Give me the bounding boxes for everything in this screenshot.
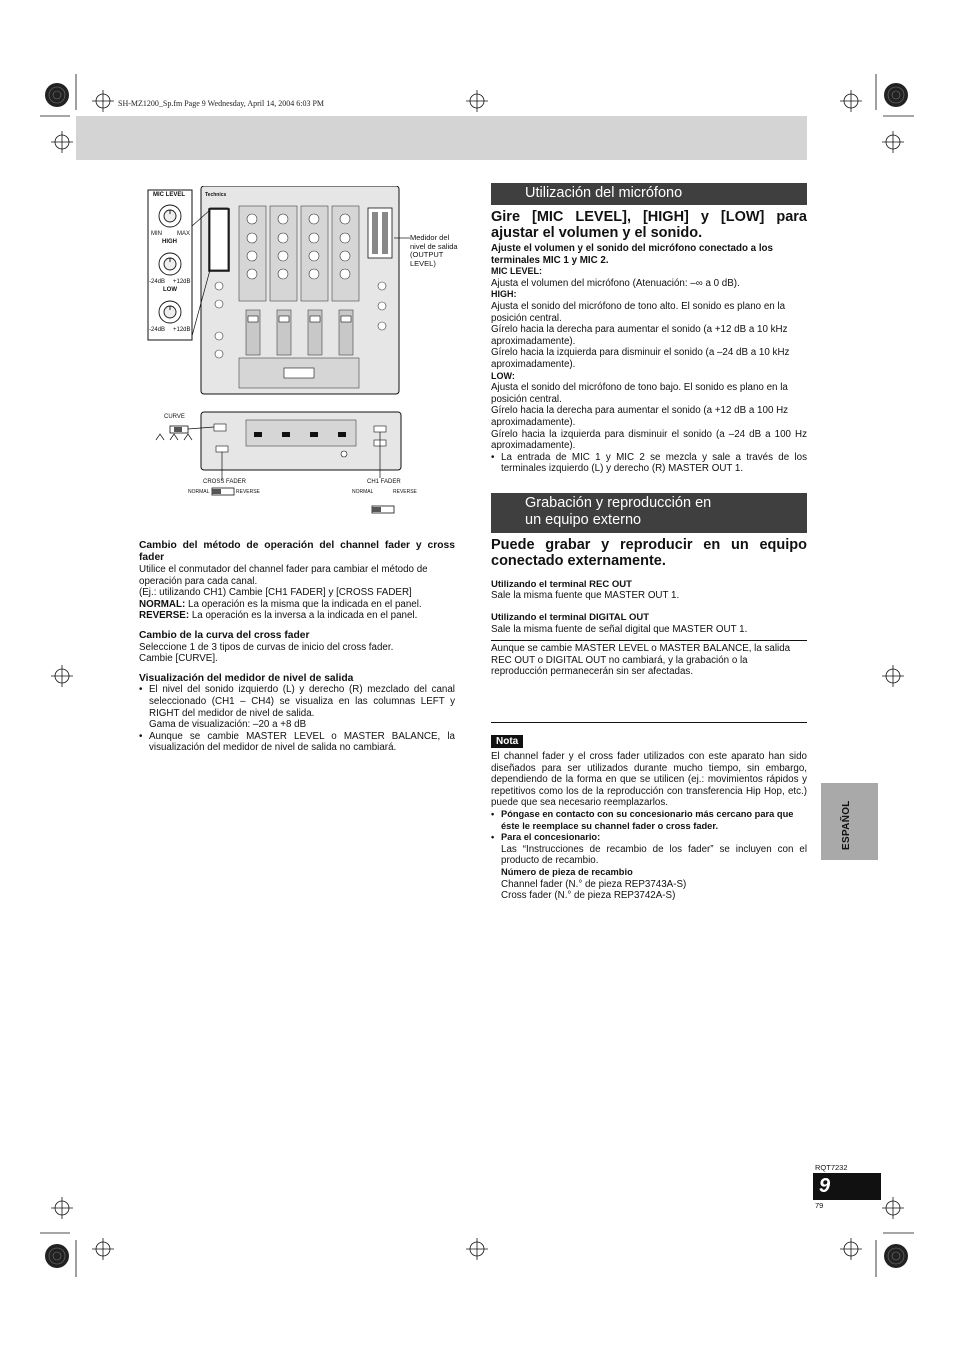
reverse-label-2: REVERSE xyxy=(393,489,417,495)
document-code: RQT7232 xyxy=(815,1163,848,1172)
mixer-panel-drawing xyxy=(146,186,466,396)
reverse-line xyxy=(139,610,455,622)
vis-bullet-1: • El nivel del sonido izquierdo (L) y derecho (R) mezclado del canal seleccionado (CH1 – CH4) se visualiza en las columnas LEFT y RIGHT del medidor de nivel de salida. xyxy=(139,684,455,719)
low-term: LOW: xyxy=(491,370,515,381)
ch1-fader-label: CH1 FADER xyxy=(367,479,401,485)
low-text-3: Gírelo hacia la izquierda para disminuir el sonido (a –24 dB a 100 Hz aproximadamente). xyxy=(491,428,807,452)
language-label: ESPAÑOL xyxy=(841,800,852,850)
vis-title: Visualización del medidor de nivel de salida xyxy=(139,672,354,684)
cambio-title: Cambio del método de operación del channel fader y cross fader xyxy=(139,540,455,563)
high-text-1: Ajusta el sonido del micrófono de tono alto. El sonido es plano en la posición central. xyxy=(491,300,786,324)
high-text-2: Gírelo hacia la derecha para aumentar el sonido (a +12 dB a 10 kHz aproximadamente). xyxy=(491,324,788,347)
mic-level-label: MIC LEVEL xyxy=(153,192,186,198)
normal-label-2: NORMAL xyxy=(352,489,374,495)
high-min-label: -24dB xyxy=(149,279,166,285)
divider-2 xyxy=(491,722,807,723)
min-label: MIN xyxy=(151,231,162,237)
low-text-2: Gírelo hacia la derecha para aumentar el sonido (a +12 dB a 100 Hz aproximadamente). xyxy=(491,405,789,428)
normal-line xyxy=(139,599,455,611)
vis-bullet-2: • Aunque se cambie MASTER LEVEL o MASTER BALANCE, la visualización del medidor de nivel de salida no cambiará. xyxy=(139,731,455,754)
page-number: 9 xyxy=(813,1173,881,1200)
high-label: HIGH xyxy=(162,239,177,245)
right-column xyxy=(491,183,807,902)
curva-line2: Cambie [CURVE]. xyxy=(139,653,218,665)
mixer-top-figure xyxy=(146,186,466,396)
part-channel-fader: Channel fader (N.° de pieza REP3743A-S) xyxy=(501,878,687,890)
section-mic-title: Utilización del micrófono xyxy=(491,183,807,205)
part-title: Número de pieza de recambio xyxy=(501,866,633,877)
low-label: LOW xyxy=(163,287,177,293)
section-rec-title-line2: un equipo externo xyxy=(525,511,642,528)
cross-fader-label: CROSS FADER xyxy=(203,479,247,485)
curva-title: Cambio de la curva del cross fader xyxy=(139,629,310,641)
language-tab xyxy=(821,783,878,860)
meter-caption: Medidor del nivel de salida (OUTPUT LEVEL) xyxy=(410,233,458,268)
rec-out-text: Sale la misma fuente que MASTER OUT 1. xyxy=(491,590,680,602)
high-term: HIGH: xyxy=(491,289,517,300)
divider-1 xyxy=(491,640,807,641)
nota-badge: Nota xyxy=(491,735,523,748)
nota-bullet-2: • Para el concesionario: xyxy=(491,832,807,844)
cambio-body: Utilice el conmutador del channel fader para cambiar el método de operación para cada canal. xyxy=(139,564,428,587)
digital-out-title: Utilizando el terminal DIGITAL OUT xyxy=(491,612,649,624)
rec-out-title: Utilizando el terminal REC OUT xyxy=(491,578,632,590)
max-label: MAX xyxy=(177,231,191,237)
sub-page-number: 79 xyxy=(815,1201,824,1210)
left-column xyxy=(139,540,455,754)
reverse-term: REVERSE: xyxy=(139,610,190,622)
rec-heading: Puede grabar y reproducir en un equipo conectado externamente. xyxy=(491,536,807,569)
cambio-example: (Ej.: utilizando CH1) Cambie [CH1 FADER] y [CROSS FADER] xyxy=(139,587,412,599)
mixer-front-figure xyxy=(146,410,416,520)
nota-bullet-1: • Póngase en contacto con su concesionario más cercano para que éste le reemplace su channel fader o cross fader. xyxy=(491,809,807,832)
high-max-label: +12dB xyxy=(173,279,191,285)
low-max-label: +12dB xyxy=(173,327,191,333)
curve-label: CURVE xyxy=(164,414,185,420)
nota-text: El channel fader y el cross fader utilizados con este aparato han sido diseñados para ser utilizados durante mucho tiempo, sin embargo, dependiendo de la forma en que se utilicen (ej.: movimientos rápidos y repetitivos como los de la reproducción con transferencia Hip Hop, etc.) puede que sea necesario reemplazarlos. xyxy=(491,751,807,809)
aunque-text: Aunque se cambie MASTER LEVEL o MASTER BALANCE, la salida REC OUT o DIGITAL OUT no cambiará, y la grabación o la reproducción permanecerán sin ser afectadas. xyxy=(491,643,791,678)
curva-line1: Seleccione 1 de 3 tipos de curvas de inicio del cross fader. xyxy=(139,641,394,653)
part-cross-fader: Cross fader (N.° de pieza REP3742A-S) xyxy=(501,890,676,902)
digital-out-text: Sale la misma fuente de señal digital que MASTER OUT 1. xyxy=(491,623,748,635)
reverse-desc: La operación es la inversa a la indicada en el panel. xyxy=(191,610,418,622)
brand-logo: Technics xyxy=(205,192,227,198)
normal-label-1: NORMAL xyxy=(188,489,210,495)
section-rec-title-line1: Grabación y reproducción en xyxy=(525,494,712,511)
nota-bullet-2-text: Las “Instrucciones de recambio de los fader” se incluyen con el producto de recambio. xyxy=(501,843,807,867)
header-band xyxy=(76,116,807,160)
mixer-front-drawing xyxy=(146,410,416,520)
normal-desc: La operación es la misma que la indicada en el panel. xyxy=(188,598,422,610)
file-header: SH-MZ1200_Sp.fm Page 9 Wednesday, April 14, 2004 6:03 PM xyxy=(118,99,325,108)
normal-term: NORMAL: xyxy=(139,598,186,610)
mic-heading: Gire [MIC LEVEL], [HIGH] y [LOW] para ajustar el volumen y el sonido. xyxy=(491,209,807,241)
section-rec-title xyxy=(491,493,807,533)
mic-subheading: Ajuste el volumen y el sonido del micrófono conectado a los terminales MIC 1 y MIC 2. xyxy=(491,243,773,266)
low-text-1: Ajusta el sonido del micrófono de tono bajo. El sonido es plano en la posición central. xyxy=(491,382,788,405)
reverse-label-1: REVERSE xyxy=(236,489,260,495)
mic-level-text: Ajusta el volumen del micrófono (Atenuación: –∞ a 0 dB). xyxy=(491,277,740,289)
mic-level-term: MIC LEVEL: xyxy=(491,266,542,277)
low-min-label: -24dB xyxy=(149,327,166,333)
vis-range: Gama de visualización: –20 a +8 dB xyxy=(149,719,307,731)
mic-bullet: • La entrada de MIC 1 y MIC 2 se mezcla y sale a través de los terminales izquierdo (L) y derecho (R) MASTER OUT 1. xyxy=(491,452,807,475)
high-text-3: Gírelo hacia la izquierda para disminuir el sonido (a –24 dB a 10 kHz aproximadamente). xyxy=(491,347,790,370)
